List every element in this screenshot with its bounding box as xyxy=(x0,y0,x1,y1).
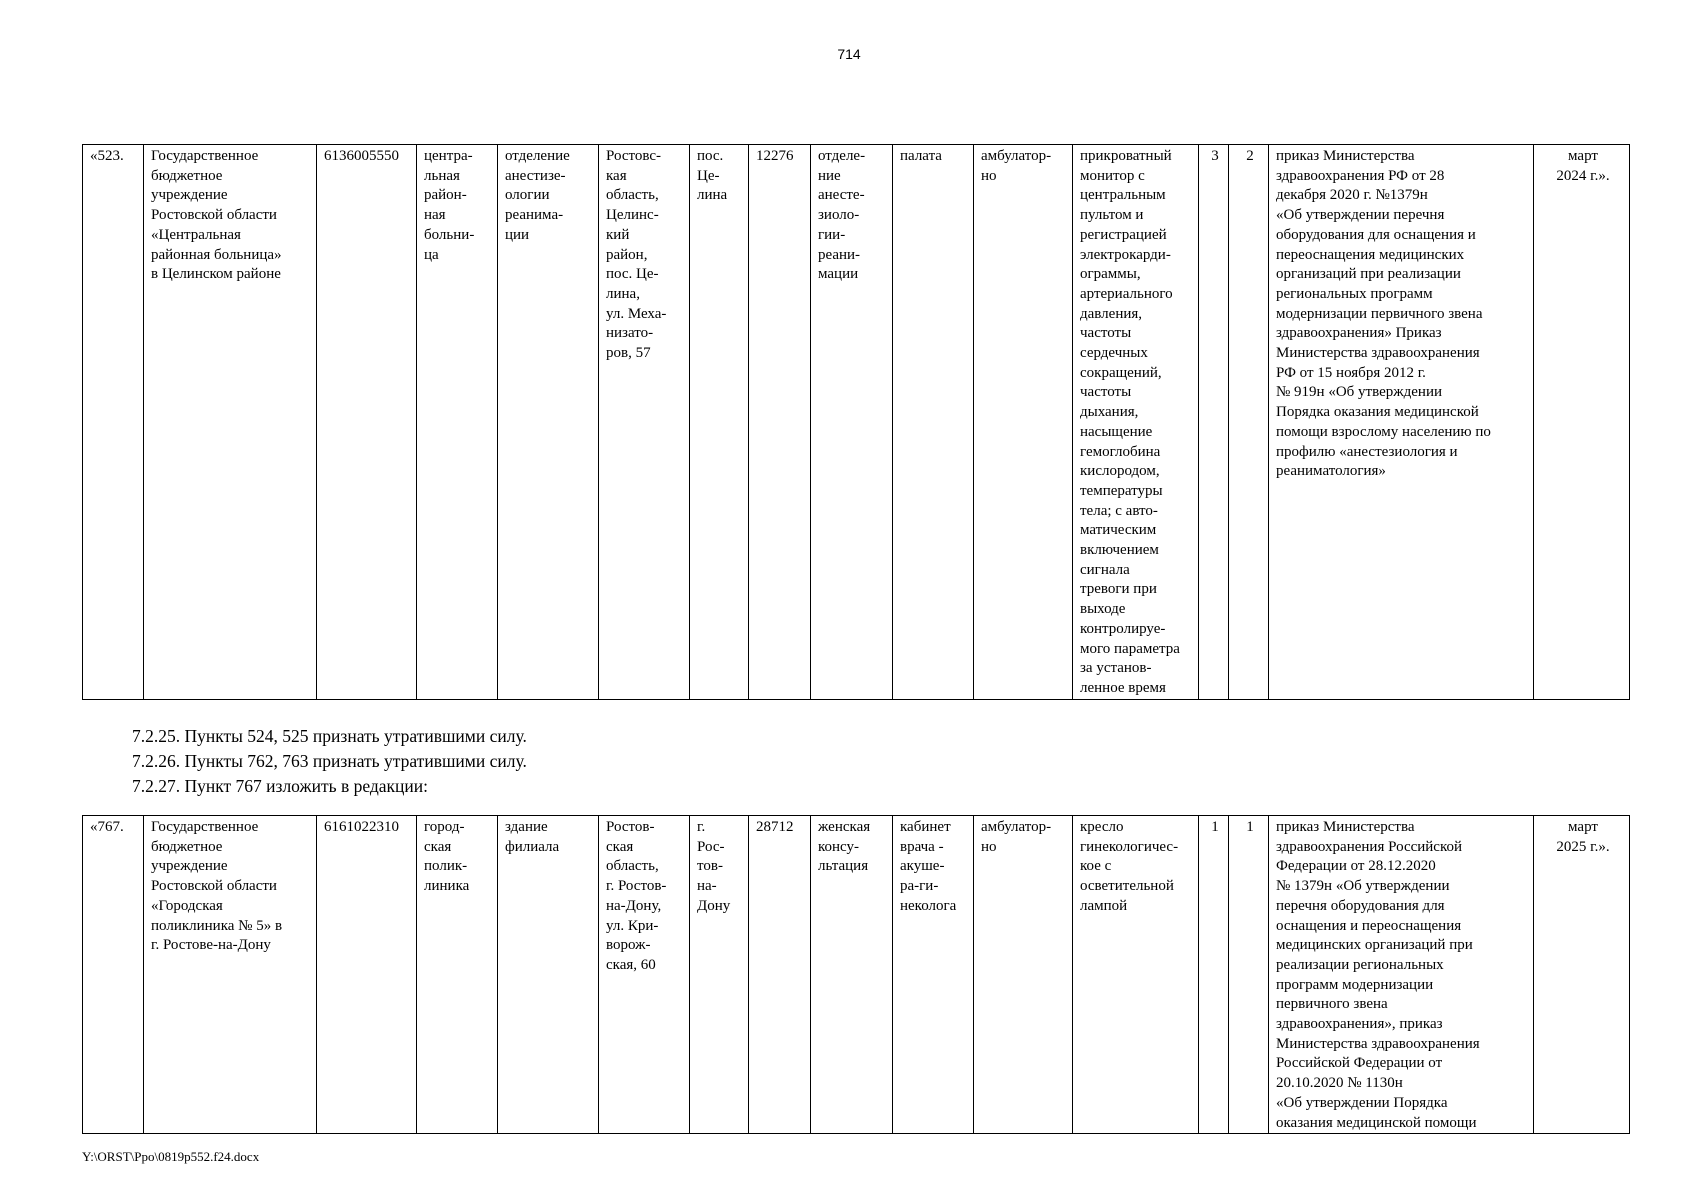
quantity-a: 1 xyxy=(1211,819,1219,835)
department: женская консу- льтация xyxy=(818,819,871,875)
institution-name: Государственное бюджетное учреждение Ростовской области «Городская поликлиника № 5» в г. Ростове-на-Дону xyxy=(151,819,283,954)
institution-name: Государственное бюджетное учреждение Ростовской области «Центральная районная больница» в Целинском районе xyxy=(151,148,282,283)
population: 28712 xyxy=(756,819,794,835)
subdivision: здание филиала xyxy=(505,819,560,855)
org-type: город- ская полик- линика xyxy=(424,819,470,895)
inn-value: 6136005550 xyxy=(324,148,399,164)
population: 12276 xyxy=(756,148,794,164)
care-form: амбулатор- но xyxy=(981,819,1052,855)
table-row-767 xyxy=(82,815,1630,1134)
address: Ростов- ская область, г. Ростов- на-Дону, ул. Кри- ворож- ская, 60 xyxy=(606,819,667,973)
footer-file-path: Y:\ORST\Ppo\0819p552.f24.docx xyxy=(82,1149,260,1164)
quantity-b: 2 xyxy=(1246,148,1254,164)
room: палата xyxy=(900,148,942,164)
org-type: центра- льная район- ная больни- ца xyxy=(424,148,475,263)
equipment: кресло гинекологичес- кое с осветительной лампой xyxy=(1080,819,1179,914)
locality: г. Рос- тов- на- Дону xyxy=(697,819,731,914)
paragraph-7-2-25: 7.2.25. Пункты 524, 525 признать утратившими силу. xyxy=(132,726,527,746)
paragraph-7-2-26: 7.2.26. Пункты 762, 763 признать утратившими силу. xyxy=(132,751,527,771)
table-row-523 xyxy=(82,144,1630,700)
care-form: амбулатор- но xyxy=(981,148,1052,184)
deadline: март 2024 г.». xyxy=(1556,148,1610,184)
row-number: «523. xyxy=(90,148,124,164)
row-number: «767. xyxy=(90,819,124,835)
table-row xyxy=(83,145,1630,700)
inn-value: 6161022310 xyxy=(324,819,399,835)
paragraph-7-2-27: 7.2.27. Пункт 767 изложить в редакции: xyxy=(132,776,429,796)
deadline: март 2025 г.». xyxy=(1556,819,1610,855)
legal-basis: приказ Министерства здравоохранения Российской Федерации от 28.12.2020 № 1379н «Об утверждении перечня оборудования для оснащения и переоснащения медицинских организаций при реализации региональных программ модернизации первичного звена здравоохранения», приказ Министерства здравоохранения Российской Федерации от 20.10.2020 № 1130н «Об утверждении Порядка оказания медицинской помощи xyxy=(1276,819,1480,1131)
table-row xyxy=(83,816,1630,1134)
legal-basis: приказ Министерства здравоохранения РФ от 28 декабря 2020 г. №1379н «Об утверждении перечня оборудования для оснащения и переоснащения медицинских организаций при реализации региональных программ модернизации первичного звена здравоохранения» Приказ Министерства здравоохранения РФ от 15 ноября 2012 г. № 919н «Об утверждении Порядка оказания медицинской помощи взрослому населению по профилю «анестезиология и реаниматология» xyxy=(1276,148,1491,480)
quantity-b: 1 xyxy=(1246,819,1254,835)
locality: пос. Це- лина xyxy=(697,148,728,204)
address: Ростовс- кая область, Целинс- кий район, пос. Це- лина, ул. Меха- низато- ров, 57 xyxy=(606,148,667,362)
equipment: прикроватный монитор с центральным пультом и регистрацией электрокарди- ограммы, артериального давления, частоты сердечных сокращений, частоты дыхания, насыщение гемоглобина кислородом, температуры тела; с авто- матическим включением сигнала тревоги при выходе контролируе- мого параметра за установ- ленное время xyxy=(1080,148,1180,696)
department: отделе- ние анесте- зиоло- гии- реани- мации xyxy=(818,148,866,283)
subdivision: отделение анестизе- ологии реанима- ции xyxy=(505,148,570,243)
quantity-a: 3 xyxy=(1211,148,1219,164)
page-number: 714 xyxy=(837,46,861,62)
room: кабинет врача - акуше- ра-ги- неколога xyxy=(900,819,957,914)
